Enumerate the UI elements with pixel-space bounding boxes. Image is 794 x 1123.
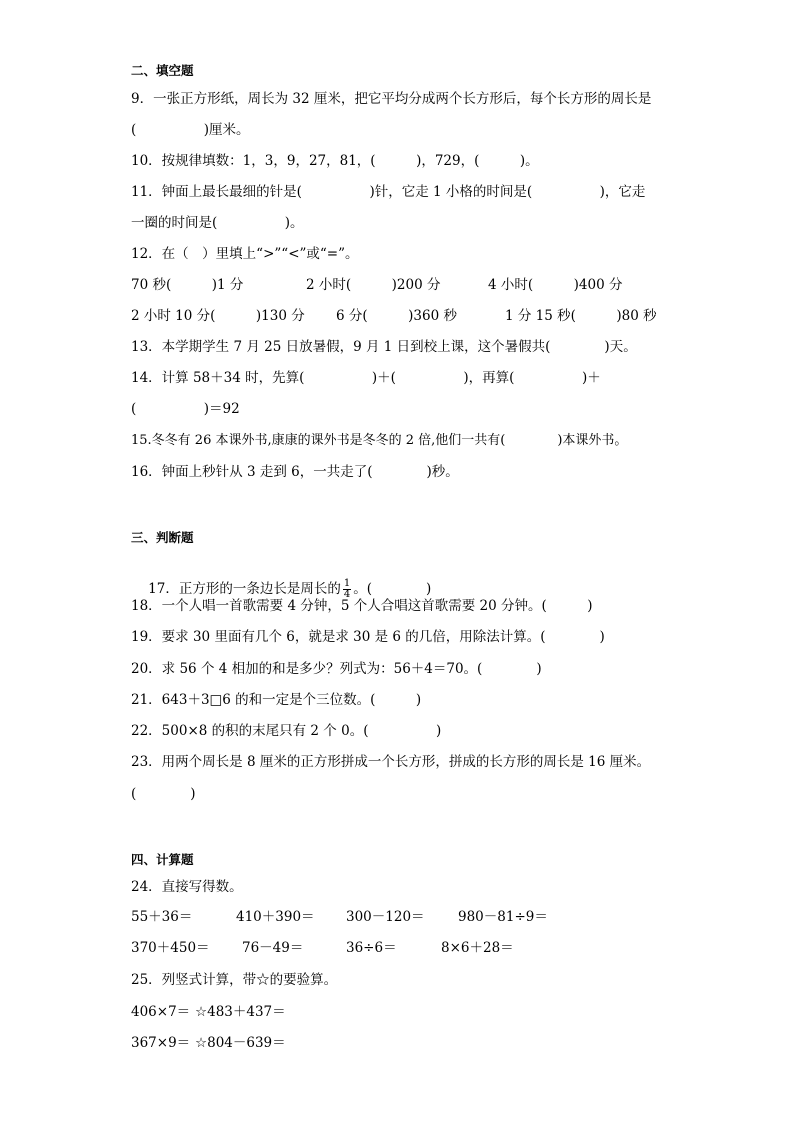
question-12-item: 70 秒( )1 分	[131, 277, 244, 293]
oral-calc-item: 36÷6＝	[346, 940, 397, 956]
question-15: 15.冬冬有 26 本课外书,康康的课外书是冬冬的 2 倍,他们一共有( )本课外书。	[131, 433, 628, 448]
question-9-line-1: 9．一张正方形纸，周长为 32 厘米，把它平均分成两个长方形后，每个长方形的周长是	[131, 91, 652, 107]
question-23-line-2: ( )	[131, 786, 196, 802]
oral-calc-item: 410＋390＝	[236, 909, 315, 925]
question-13: 13．本学期学生 7 月 25 日放暑假，9 月 1 日到校上课，这个暑假共( )天。	[131, 339, 637, 355]
question-10: 10．按规律填数：1，3，9，27，81，( )，729，( )。	[131, 153, 539, 169]
section-heading-calculation: 四、计算题	[131, 852, 194, 867]
fraction-numerator: 1	[343, 578, 351, 589]
question-12-prompt: 12．在（ ）里填上“>”“<”或“=”。	[131, 246, 359, 262]
question-11-line-1: 11．钟面上最长最细的针是( )针，它走 1 小格的时间是( )，它走	[131, 184, 646, 200]
fraction-denominator: 4	[343, 589, 351, 600]
vertical-calc-item: ☆483＋437＝	[195, 1004, 286, 1020]
question-24: 24．直接写得数。	[131, 879, 243, 895]
vertical-calc-item: 367×9＝	[131, 1035, 191, 1051]
question-9-line-2: ( )厘米。	[131, 122, 250, 138]
question-12-item: 2 小时 10 分( )130 分	[131, 308, 305, 324]
section-heading-fill-in: 二、填空题	[131, 63, 194, 78]
question-17-answer-blank: 。( )	[353, 581, 432, 597]
question-11-line-2: 一圈的时间是( )。	[131, 215, 304, 231]
question-19: 19．要求 30 里面有几个 6，就是求 30 是 6 的几倍，用除法计算。( )	[131, 629, 605, 645]
question-22: 22．500×8 的积的末尾只有 2 个 0。( )	[131, 723, 442, 739]
oral-calc-item: 76－49＝	[242, 940, 304, 956]
question-21: 21．643＋3□6 的和一定是个三位数。( )	[131, 692, 422, 708]
question-23-line-1: 23．用两个周长是 8 厘米的正方形拼成一个长方形，拼成的长方形的周长是 16 厘米。	[131, 754, 651, 770]
question-18: 18．一个人唱一首歌需要 4 分钟，5 个人合唱这首歌需要 20 分钟。( )	[131, 598, 593, 614]
vertical-calc-item: 406×7＝	[131, 1004, 191, 1020]
oral-calc-item: 8×6＋28＝	[441, 940, 514, 956]
oral-calc-item: 300－120＝	[346, 909, 425, 925]
vertical-calc-item: ☆804－639＝	[195, 1035, 286, 1051]
question-12-item: 2 小时( )200 分	[306, 277, 441, 293]
section-heading-true-false: 三、判断题	[131, 530, 194, 545]
oral-calc-item: 55＋36＝	[131, 909, 193, 925]
question-14-line-1: 14．计算 58＋34 时，先算( )＋( )，再算( )＋	[131, 370, 601, 386]
question-20: 20．求 56 个 4 相加的和是多少？列式为：56＋4＝70。( )	[131, 661, 542, 677]
question-25: 25．列竖式计算，带☆的要验算。	[131, 972, 338, 988]
oral-calc-item: 370＋450＝	[131, 940, 210, 956]
question-14-line-2: ( )＝92	[131, 401, 240, 417]
question-12-item: 6 分( )360 秒	[336, 308, 457, 324]
question-17-text: 17．正方形的一条边长是周长的	[148, 581, 341, 597]
question-16: 16．钟面上秒针从 3 走到 6，一共走了( )秒。	[131, 464, 459, 480]
question-12-item: 4 小时( )400 分	[488, 277, 623, 293]
oral-calc-item: 980－81÷9＝	[458, 909, 548, 925]
question-12-item: 1 分 15 秒( )80 秒	[505, 308, 657, 324]
